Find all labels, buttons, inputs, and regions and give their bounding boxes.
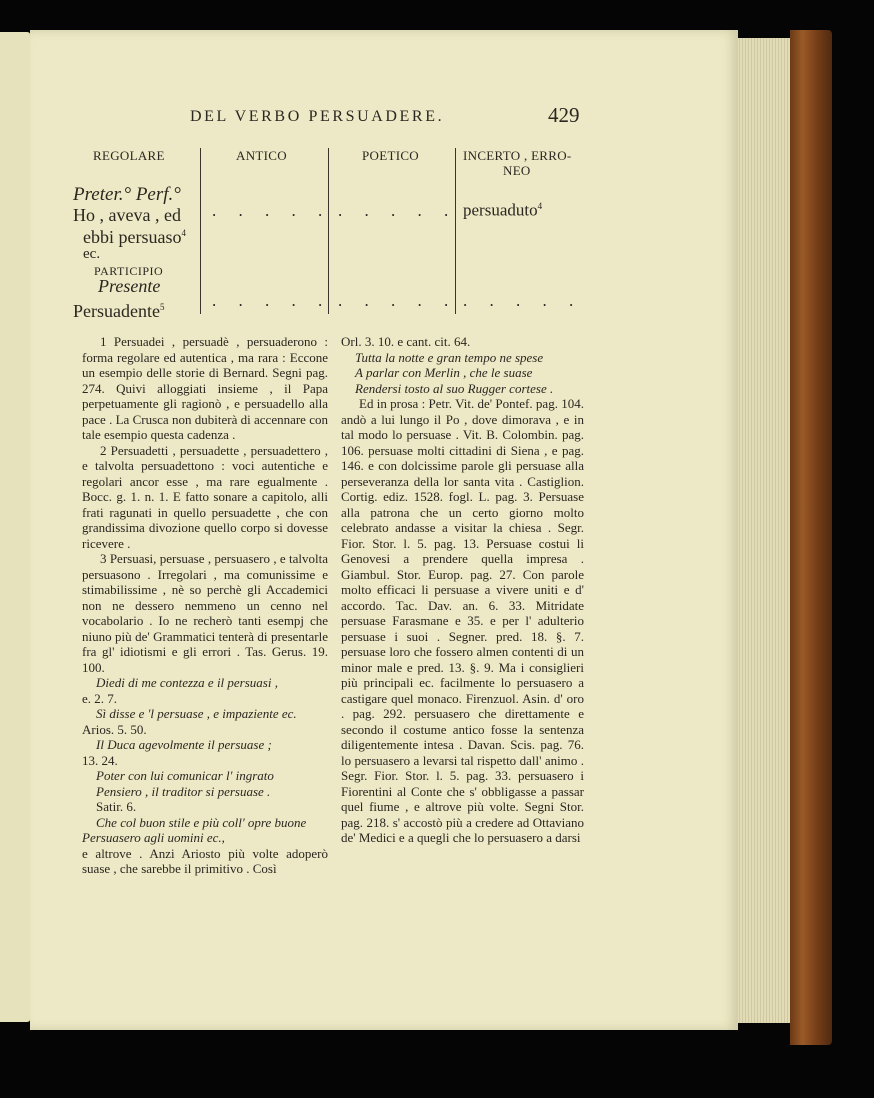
col-header-regolare: REGOLARE bbox=[93, 148, 165, 163]
verse-line: Pensiero , il traditor si persuase . bbox=[96, 783, 271, 799]
right-paragraph: Ed in prosa : Petr. Vit. de' Pontef. pag. 104. andò a lui lungo il Po , dove dimorava , e in tal modo lo persuase . Vit. B. Colombin. pag. 106. persuase molti cittadini di Siena , e pag. 146. e con dolcissime parole gli persuase alla perseveranza della lor santa vita . Castiglion. Cortig. ediz. 1528. fogl. L. pag. 3. Persuase alla patrona che un certo giorno molto celebrato andasse a visitar la chiesa . Segr. Fior. Stor. l. 5. pag. 13. Persuase costui li Genovesi a prendere quella impresa . Giambul. Stor. Europ. pag. 27. Con parole molto efficaci li persuase a vivere uniti e d' accordo. Tac. Dav. an. 6. 33. Mitridate persuase Farasmane e 35. e per l' adulterio persuase i suoi . Segner. pred. 18. §. 7. persuase loro che fossero almen contenti di un minor male e pred. 13. §. 9. Ma i consiglieri più principali ec. facilmente lo persuasero a castigare quel monaco. Firenzuol. Asin. d' oro . pag. 292. persuasero che direttamente e secondo il costume antico fosse la sentenza diligentemente intesa . Davan. Scis. pag. 76. lo persuasero a levarsi tal rispetto dall' animo . Segr. Fior. Stor. l. 5. pag. 33. persuasero i Fiorentini al Conte che s' obbligasse a passar quel fiume , e altrove più volte. Segni Stor. pag. 218. s' accostò più a credere ad Ottaviano de' Medici e a quegli che lo persuasero a darsi bbox=[341, 396, 584, 845]
perfetto-line-3: ec. bbox=[83, 246, 101, 262]
verse-line: Il Duca agevolmente il persuase ; bbox=[96, 737, 272, 752]
verse-ref: e. 2. 7. bbox=[82, 690, 118, 706]
page-number: 429 bbox=[548, 103, 580, 127]
poetico-participio-dots: . . . . . bbox=[338, 291, 458, 310]
participio-heading: PARTICIPIO bbox=[94, 264, 164, 278]
paragraph-tail: e altrove . Anzi Ariosto più volte adoperò suase , che sarebbe il primitivo . Così bbox=[82, 845, 328, 876]
antico-participio-dots: . . . . . bbox=[212, 291, 332, 310]
verse-line: A parlar con Merlin , che le suase bbox=[355, 365, 533, 380]
page-stack-edges bbox=[736, 38, 791, 1023]
col-header-poetico: POETICO bbox=[362, 148, 419, 163]
paragraph-2: 2 Persuadetti , persuadette , persuadettero , e talvolta persuadettono : voci autentiche e regolari ancor esse , ma rare egualmente . Bocc. g. 1. n. 1. E fatto sonare a capitolo, alli frati ragunati in quello persuadette , che con grandissima divozione quello corpo si dovesse ricevere . bbox=[82, 442, 328, 551]
verse-line: Che col buon stile e più coll' opre buone bbox=[96, 814, 307, 830]
participio-regolare: Persuadente$^5$ bbox=[73, 301, 165, 321]
col-header-antico: ANTICO bbox=[236, 148, 287, 163]
incerto-participio-dots: . . . . . bbox=[463, 291, 583, 310]
paragraph-1: 1 Persuadei , persuadè , persuaderono : forma regolare ed autentica , ma rara : Eccone un esempio delle storie di Bernard. Segni pag. 274. Quivi alloggiati insieme , il Papa perpetuamente gli ragionò , e persuadello alla pace . La Crusca non dubiterà di accennare con tale esempio questa cadenza . bbox=[82, 334, 328, 442]
verse-line: Rendersi tosto al suo Rugger cortese . bbox=[355, 380, 554, 396]
presente-label: Presente bbox=[98, 276, 161, 296]
verse-line: Diedi di me contezza e il persuasi , bbox=[96, 675, 278, 690]
verse-line: Persuasero agli uomini ec., bbox=[82, 830, 225, 845]
verse-line: Sì disse e 'l persuase , e impaziente ec. bbox=[96, 706, 297, 721]
incerto-perfetto: persuaduto$^4$ bbox=[463, 200, 543, 220]
table-rule bbox=[455, 148, 456, 314]
preterito-label: Preter.° Perf.° bbox=[73, 184, 181, 205]
table-rule bbox=[328, 148, 329, 314]
antico-dots: . . . . . bbox=[212, 201, 332, 220]
verse-line: Poter con lui comunicar l' ingrato bbox=[96, 768, 274, 783]
running-header: DEL VERBO PERSUADERE. bbox=[190, 108, 445, 125]
poetico-dots: . . . . . bbox=[338, 201, 458, 220]
table-rule bbox=[200, 148, 201, 314]
facing-page-edge bbox=[0, 32, 31, 1022]
right-head: Orl. 3. 10. e cant. cit. 64. bbox=[341, 334, 471, 349]
perfetto-line-2: ebbi persuaso$^4$ bbox=[83, 227, 186, 247]
paragraph-3: 3 Persuasi, persuase , persuasero , e talvolta persuasono . Irregolari , ma comunissime e stimabilissime , nè so perchè gli Accademici non ne dessero nemmeno un cenno nel vocabolario . Io ne recherò tanti esempj che niuno più de' Grammatici tenterà di presentarle fra gl' idiotismi e gli errori . Tas. Gerus. 19. 100. bbox=[82, 551, 328, 675]
verse-ref: 13. 24. bbox=[82, 752, 118, 768]
book-cover-edge bbox=[790, 30, 832, 1045]
left-column bbox=[82, 334, 328, 877]
verse-line: Tutta la notte e gran tempo ne spese bbox=[355, 349, 544, 365]
right-column bbox=[341, 334, 584, 846]
col-header-incerto: INCERTO , ERRO- bbox=[463, 148, 572, 163]
perfetto-line-1: Ho , aveva , ed bbox=[73, 205, 181, 225]
verse-ref: Satir. 6. bbox=[96, 799, 137, 814]
verse-ref: Arios. 5. 50. bbox=[82, 721, 147, 737]
col-header-incerto-cont: NEO bbox=[503, 163, 531, 178]
